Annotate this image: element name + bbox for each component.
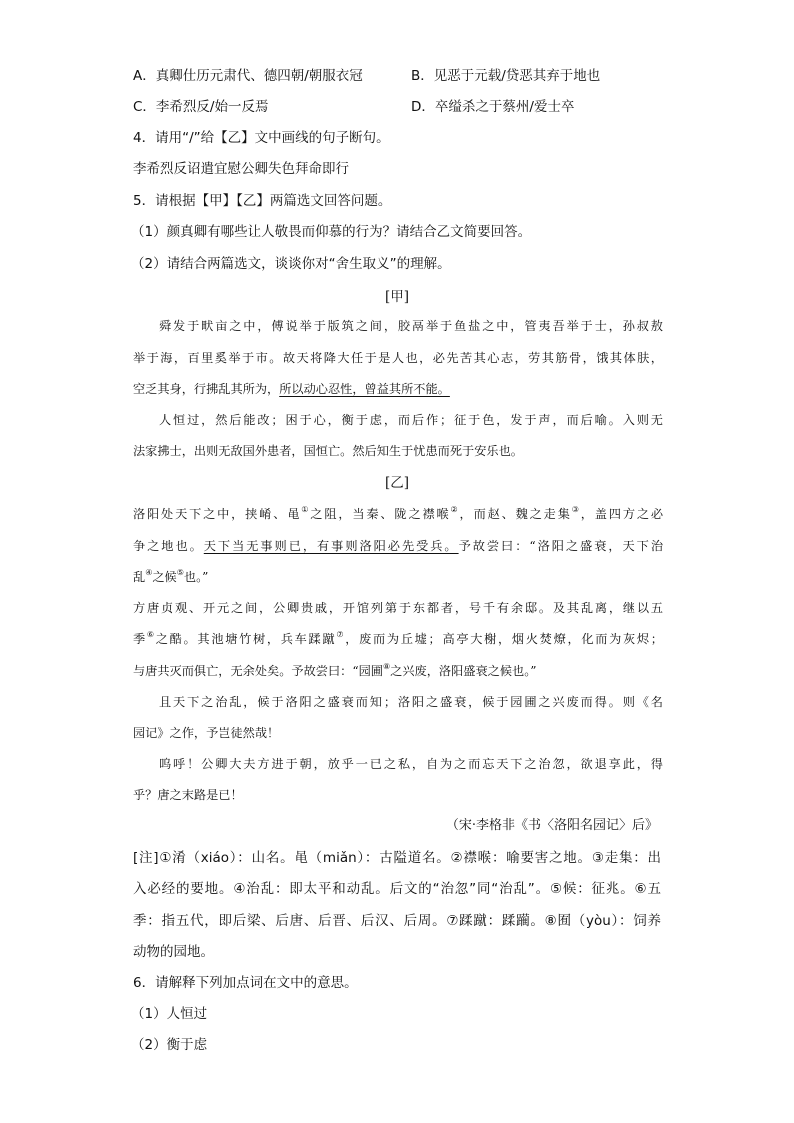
- passage-yi-title: [乙]: [384, 475, 410, 491]
- passage-yi-source: （宋·李格非《书〈洛阳名园记〉后》: [445, 818, 658, 833]
- footnote-ref-8: ⑧: [382, 662, 391, 671]
- footnote-ref-7: ⑦: [336, 630, 346, 639]
- passage-yi-line-10: 乎？唐之末路是已！: [133, 788, 243, 802]
- passage-jia-line-1: 舜发于畎亩之中，傅说举于版筑之间，胶鬲举于鱼盐之中，管夷吾举于士，孙叔敖: [159, 319, 663, 333]
- passage-jia-line-2: 举于海，百里奚举于市。故天将降大任于是人也，必先苦其心志，劳其筋骨，饿其体肤，: [133, 351, 663, 365]
- passage-jia-title: [甲]: [384, 289, 410, 305]
- yi-text: ，盖四方之必: [580, 507, 664, 521]
- question-4-sentence: 李希烈反诏遣宜慰公卿失色拜命即行: [133, 161, 349, 177]
- question-6-sub-1: （1）人恒过: [131, 1006, 208, 1022]
- passage-yi-line-9: 呜呼！公卿大夫方进于朝，放乎一已之私，自为之而忘天下之治忽，欲退享此，得: [159, 757, 663, 771]
- underlined-sentence-yi: 天下当无事则已，有事则洛阳必先受兵。: [203, 539, 459, 553]
- option-a: A．真卿仕历元肃代、德四朝/朝服衣冠: [133, 68, 363, 84]
- passage-jia-line-4: 人恒过，然后能改；困于心，衡于虑，而后作；征于色，发于声，而后喻。入则无: [159, 413, 663, 427]
- question-6-prompt: 6．请解释下列加点词在文中的意思。: [133, 975, 358, 991]
- footnote-ref-6: ⑥: [146, 630, 156, 639]
- question-4-prompt: 4．请用“/”给【乙】文中画线的句子断句。: [133, 130, 390, 146]
- yi-text: 予故尝曰：“洛阳之盛衰，天下治: [458, 539, 664, 553]
- yi-text: 之候: [152, 570, 177, 584]
- notes-line-4: 动物的园地。: [133, 944, 214, 960]
- yi-text: 之兴废，洛阳盛衰之候也。”: [390, 664, 537, 678]
- footnote-ref-1: ①: [301, 505, 311, 514]
- passage-jia-line-3: [133, 379, 663, 399]
- footnote-ref-5: ⑤: [176, 568, 184, 577]
- passage-yi-line-6: [133, 661, 663, 681]
- passage-yi-line-7: 且天下之治乱，候于洛阳之盛衰而知；洛阳之盛衰，候于园圃之兴废而得。则《名: [159, 695, 663, 709]
- passage-yi-line-4: 方唐贞观、开元之间，公卿贵戚，开馆列第于东都者，号千有余邸。及其乱离，继以五: [133, 601, 663, 615]
- footnote-ref-4: ④: [145, 568, 153, 577]
- yi-text: ，废而为丘墟；高亭大榭，烟火焚燎，化而为灰烬；: [345, 632, 663, 646]
- yi-text: 也。”: [183, 570, 209, 584]
- passage-yi-line-1: [133, 504, 663, 524]
- passage-yi-line-8: 园记》之作，予岂徒然哉！: [133, 726, 280, 740]
- yi-text: ，而赵、魏之走集: [459, 507, 572, 521]
- notes-line-1: [注]①淆（xiáo）：山名。黾（miǎn）：古隘道名。②襟喉：喻要害之地。③走集：出: [133, 850, 661, 866]
- question-5-sub-1: （1）颜真卿有哪些让人敬畏而仰慕的行为？请结合乙文简要回答。: [131, 224, 532, 240]
- yi-text: 洛阳处天下之中，挟崤、黾: [133, 507, 302, 521]
- option-b: B．见恶于元载/贷恶其弃于地也: [411, 68, 601, 84]
- notes-line-3: 季：指五代，即后梁、后唐、后晋、后汉、后周。⑦蹂蹴：蹂躏。⑧囿（yòu）：饲养: [133, 913, 661, 929]
- question-6-sub-2: （2）衡于虑: [131, 1037, 208, 1053]
- option-d: D．卒缢杀之于蔡州/爱士卒: [411, 99, 575, 115]
- yi-text: 与唐共灭而俱亡，无余处矣。予故尝曰：“园圃: [133, 664, 383, 678]
- notes-line-2: 入必经的要地。④治乱：即太平和动乱。后文的“治忽”同“治乱”。⑤候：征兆。⑥五: [133, 881, 661, 897]
- yi-text: 之酷。其池塘竹树，兵车蹂蹴: [155, 632, 337, 646]
- question-5-sub-2: （2）请结合两篇选文，谈谈你对“舍生取义”的理解。: [131, 256, 451, 272]
- passage-yi-line-5: [133, 629, 663, 649]
- question-5-prompt: 5．请根据【甲】【乙】两篇选文回答问题。: [133, 193, 392, 209]
- yi-text: 之阻，当秦、陇之襟喉: [310, 507, 451, 521]
- footnote-ref-2: ②: [450, 505, 460, 514]
- passage-yi-line-2: [133, 536, 663, 556]
- option-c: C．李希烈反/始一反焉: [133, 99, 269, 115]
- underlined-sentence-jia: 所以动心忍性，曾益其所不能。: [279, 382, 450, 396]
- yi-text: 争之地也。: [133, 539, 204, 553]
- passage-jia-line-5: 法家拂士，出则无敌国外患者，国恒亡。然后知生于忧患而死于安乐也。: [133, 444, 523, 458]
- passage-yi-line-3: [133, 567, 663, 587]
- yi-text: 季: [133, 632, 147, 646]
- footnote-ref-3: ③: [571, 505, 581, 514]
- yi-text: 乱: [133, 570, 146, 584]
- passage-jia-line-3-text: 空乏其身，行拂乱其所为，: [133, 382, 280, 396]
